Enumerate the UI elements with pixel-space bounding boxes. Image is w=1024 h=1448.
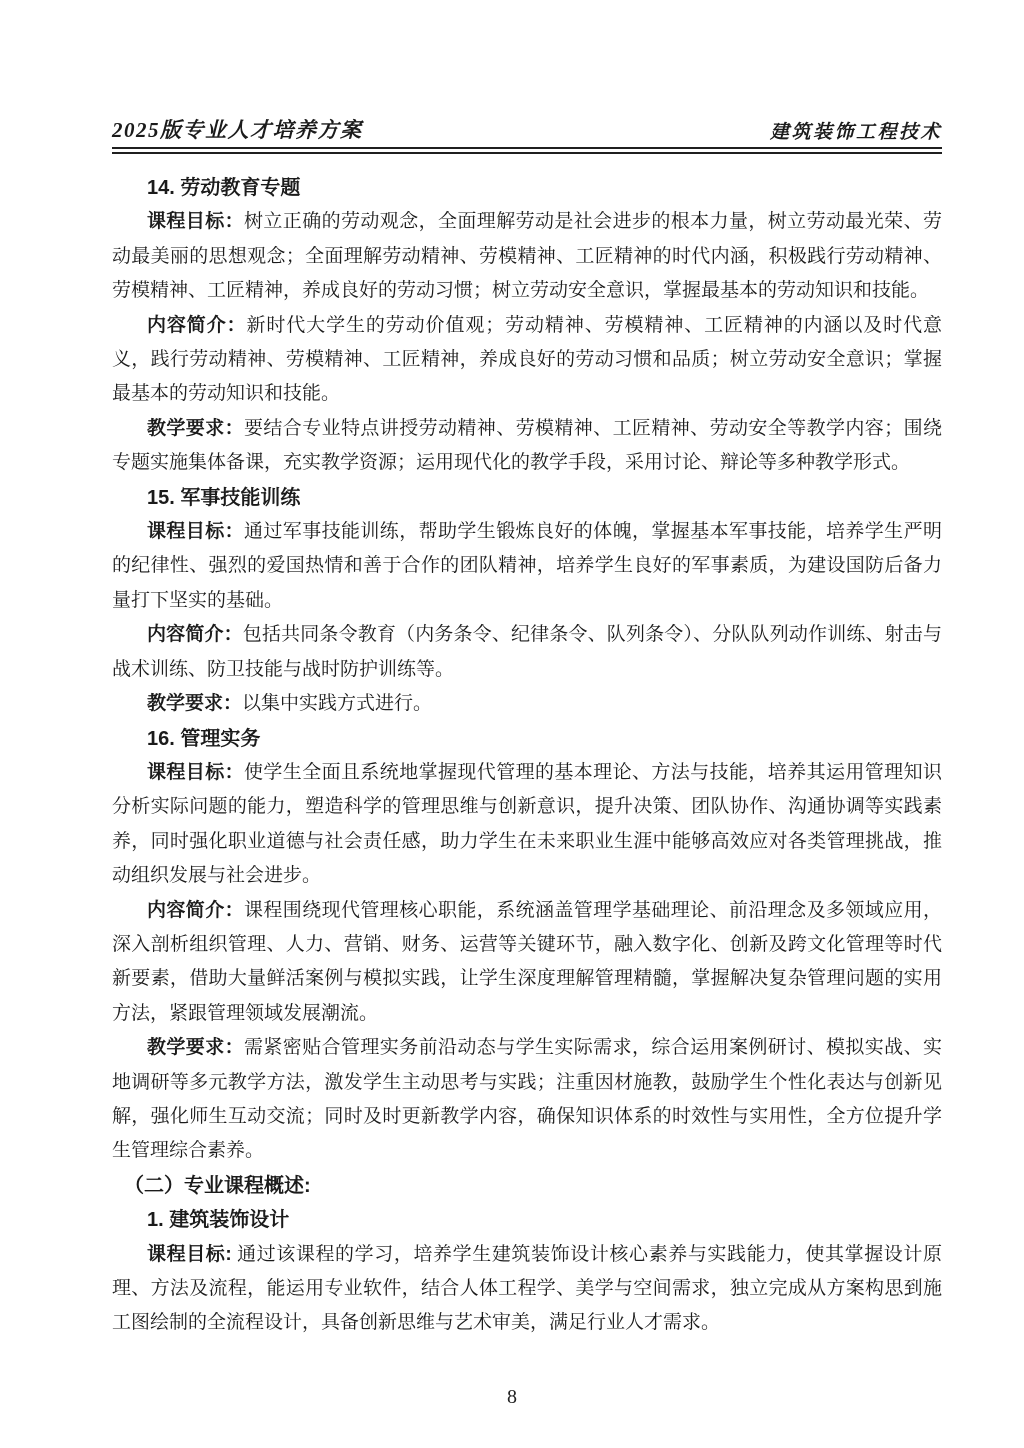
paragraph-text: 通过该课程的学习，培养学生建筑装饰设计核心素养与实践能力，使其掌握设计原理、方法及流程，能运用专业软件，结合人体工程学、美学与空间需求，独立完成从方案构思到施工图绘制的全流程设计，具备创新思维与艺术审美，满足行业人才需求。 [112,1243,942,1334]
paragraph-course-goal-16 [112,756,942,894]
paragraph-label: 教学要求： [147,693,243,715]
paragraph-text: 树立正确的劳动观念，全面理解劳动是社会进步的根本力量，树立劳动最光荣、劳动最美丽的思想观念；全面理解劳动精神、劳模精神、工匠精神的时代内涵，积极践行劳动精神、劳模精神、工匠精神，养成良好的劳动习惯；树立劳动安全意识，掌握最基本的劳动知识和技能。 [112,211,942,302]
paragraph-label: 内容简介： [147,899,244,921]
paragraph-teaching-req-15 [112,687,942,721]
paragraph-course-goal-14 [112,205,942,308]
paragraph-label: 内容简介： [147,624,243,646]
paragraph-text: 要结合专业特点讲授劳动精神、劳模精神、工匠精神、劳动安全等教学内容；围绕专题实施集体备课，充实教学资源；运用现代化的教学手段，采用讨论、辩论等多种教学形式。 [112,417,942,474]
section-heading-14: 14. 劳动教育专题 [147,177,301,199]
paragraph-label: 教学要求： [147,417,244,439]
paragraph-content-intro-15 [112,618,942,687]
paragraph-text: 包括共同条令教育（内务条令、纪律条令、队列条令）、分队队列动作训练、射击与战术训练、防卫技能与战时防护训练等。 [112,624,942,680]
section-heading-15: 15. 军事技能训练 [147,486,301,509]
paragraph-teaching-req-14 [112,412,942,481]
paragraph-text: 以集中实践方式进行。 [242,693,433,715]
paragraph-label: 内容简介： [147,314,247,336]
paragraph-text: 课程围绕现代管理核心职能，系统涵盖管理学基础理论、前沿理念及多领域应用，深入剖析组织管理、人力、营销、财务、运营等关键环节，融入数字化、创新及跨文化管理等时代新要素，借助大量鲜活案例与模拟实践，让学生深度理解管理精髓，掌握解决复杂管理问题的实用方法，紧跟管理领域发展潮流。 [112,899,942,1024]
section-heading-decoration-design: 1. 建筑装饰设计 [147,1209,290,1232]
paragraph-label: 课程目标： [147,761,244,783]
paragraph-content-intro-16 [112,894,942,1032]
paragraph-label: 课程目标： [147,211,244,233]
header-right-title: 建筑装饰工程技术 [769,122,942,143]
paragraph-content-intro-14 [112,309,942,412]
paragraph-label: 教学要求： [147,1037,244,1059]
paragraph-course-goal-design [112,1238,942,1341]
paragraph-course-goal-15 [112,515,942,618]
paragraph-text: 新时代大学生的劳动价值观；劳动精神、劳模精神、工匠精神的内涵以及时代意义，践行劳动精神、劳模精神、工匠精神，养成良好的劳动习惯和品质；树立劳动安全意识；掌握最基本的劳动知识和技能。 [112,314,942,405]
section-heading-16: 16. 管理实务 [147,727,261,750]
paragraph-text: 需紧密贴合管理实务前沿动态与学生实际需求，综合运用案例研讨、模拟实战、实地调研等多元教学方法，激发学生主动思考与实践；注重因材施教，鼓励学生个性化表达与创新见解，强化师生互动交流；同时及时更新教学内容，确保知识体系的时效性与实用性，全方位提升学生管理综合素养。 [112,1037,942,1162]
page-footer [0,1386,1024,1409]
paragraph-label: 课程目标: [147,1243,232,1265]
section-heading-professional-courses: （二）专业课程概述: [124,1174,311,1197]
header-left-title: 2025版专业人才培养方案 [112,118,363,142]
paragraph-label: 课程目标： [147,521,244,543]
paragraph-teaching-req-16 [112,1031,942,1169]
document-body [112,171,942,1341]
paragraph-text: 使学生全面且系统地掌握现代管理的基本理论、方法与技能，培养其运用管理知识分析实际问题的能力，塑造科学的管理思维与创新意识，提升决策、团队协作、沟通协调等实践素养，同时强化职业道德与社会责任感，助力学生在未来职业生涯中能够高效应对各类管理挑战，推动组织发展与社会进步。 [112,761,942,887]
paragraph-text: 通过军事技能训练，帮助学生锻炼良好的体魄，掌握基本军事技能，培养学生严明的纪律性、强烈的爱国热情和善于合作的团队精神，培养学生良好的军事素质，为建设国防后备力量打下坚实的基础。 [112,521,942,611]
page-number: 8 [507,1386,517,1408]
header-rule [112,147,942,154]
page-header [112,114,942,144]
